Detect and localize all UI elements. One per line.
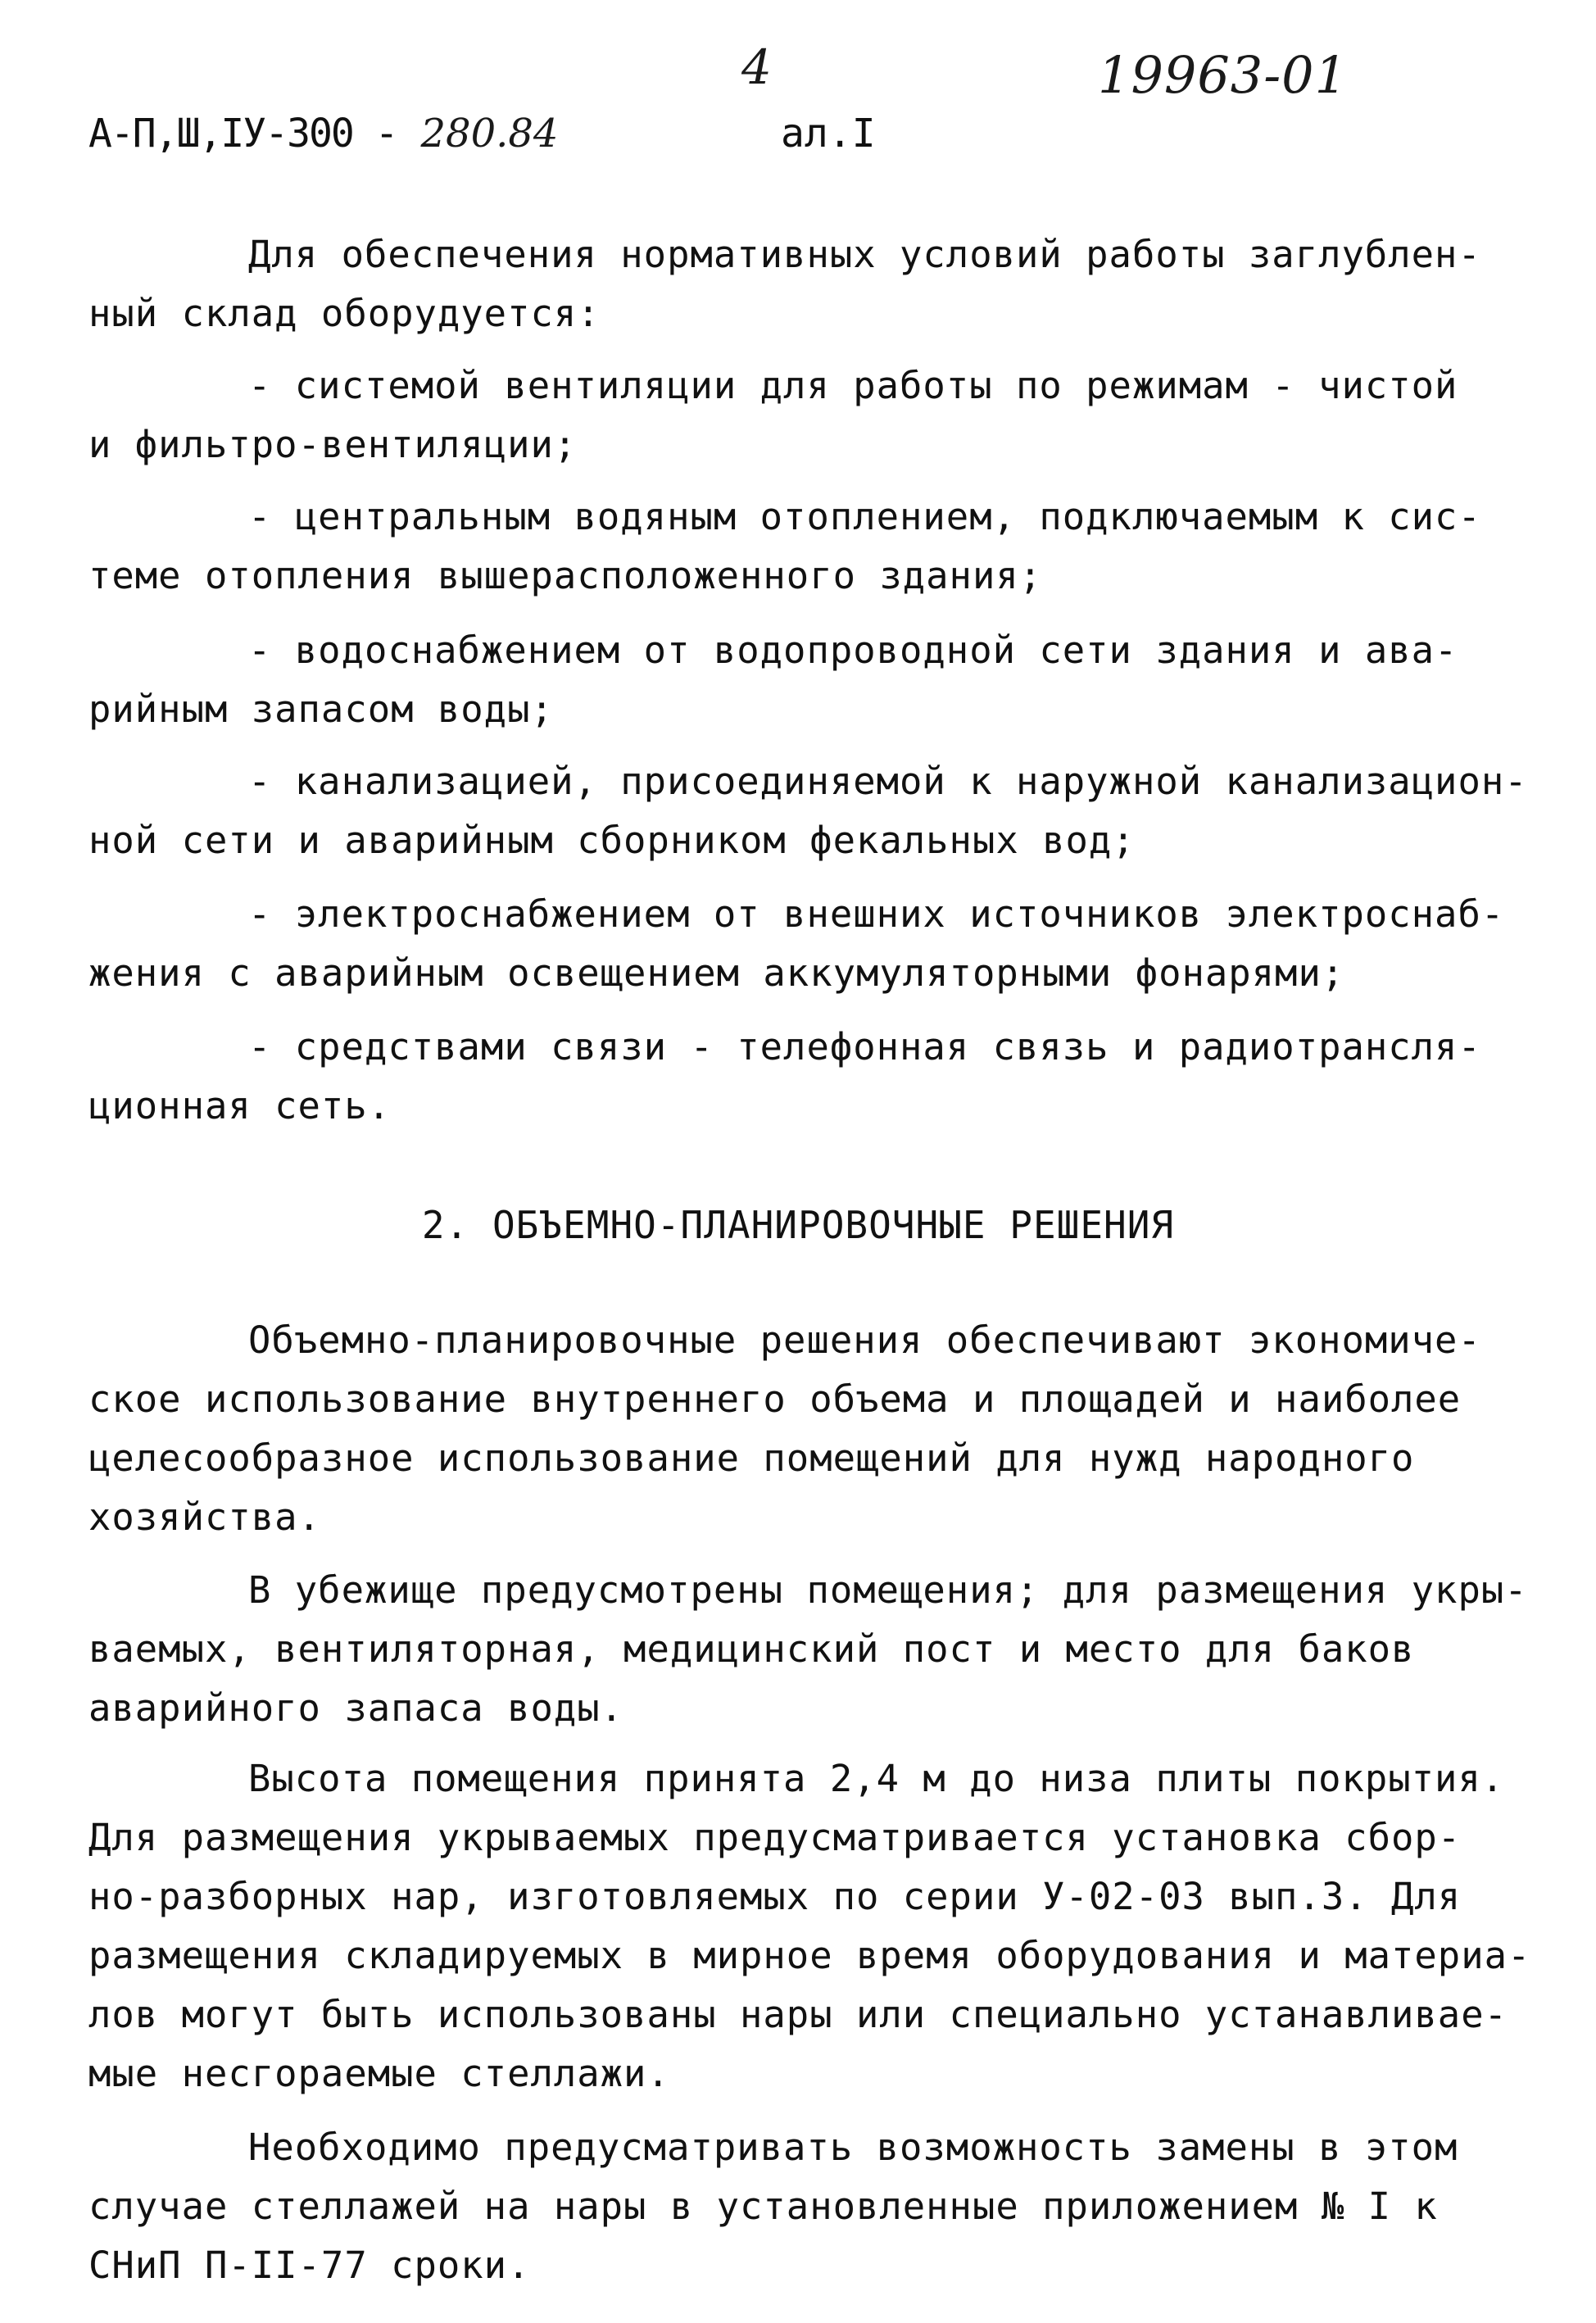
text-line: целесообразное использование помещений для нужд народного [88, 1436, 1415, 1480]
paragraph [88, 2118, 1530, 2295]
intro-paragraph [88, 225, 1530, 343]
text-line: СНиП П-II-77 сроки. [88, 2244, 531, 2287]
text-line: теме отопления вышерасположенного здания; [88, 554, 1043, 597]
text-line: - водоснабжением от водопроводной сети здания и ава- [248, 628, 1458, 672]
list-item [88, 1018, 1530, 1136]
text-line: но-разборных нар, изготовляемых по серии У-02-03 вып.3. Для [88, 1875, 1462, 1918]
text-line: размещения складируемых в мирное время оборудования и материа- [88, 1934, 1531, 1977]
header-code: А-П,Ш,IУ-300 - [88, 111, 397, 157]
handwritten-document-number: 19963-01 [1098, 45, 1349, 105]
paragraph [88, 1561, 1530, 1738]
text-line: аварийного запаса воды. [88, 1686, 624, 1730]
list-item [88, 752, 1530, 870]
text-line: ваемых, вентиляторная, медицинский пост и место для баков [88, 1627, 1415, 1671]
list-item [88, 885, 1530, 1003]
text-line: лов могут быть использованы нары или специально устанавливае- [88, 1993, 1508, 2036]
text-line: Объемно-планировочные решения обеспечивают экономиче- [248, 1318, 1481, 1362]
list-item [88, 621, 1530, 739]
text-line: - центральным водяным отоплением, подключаемым к сис- [248, 495, 1481, 538]
list-item [88, 356, 1530, 474]
section-heading: 2. ОБЪЕМНО-ПЛАНИРОВОЧНЫЕ РЕШЕНИЯ [421, 1203, 1175, 1247]
text-line: В убежище предусмотрены помещения; для размещения укры- [248, 1568, 1528, 1612]
text-line: ционная сеть. [88, 1084, 392, 1127]
document-header [88, 111, 876, 157]
text-line: - электроснабжением от внешних источников электроснаб- [248, 892, 1505, 936]
list-item [88, 488, 1530, 606]
text-line: мые несгораемые стеллажи. [88, 2052, 670, 2095]
text-line: случае стеллажей на нары в установленные приложением № I к [88, 2185, 1438, 2228]
header-sheet: ал.I [781, 111, 876, 157]
text-line: жения с аварийным освещением аккумуляторными фонарями; [88, 951, 1345, 995]
text-line: Необходимо предусматривать возможность замены в этом [248, 2126, 1458, 2169]
text-line: ный склад оборудуется: [88, 292, 601, 335]
text-line: - системой вентиляции для работы по режимам - чистой [248, 364, 1458, 407]
paragraph [88, 1749, 1530, 2103]
text-line: хозяйства. [88, 1495, 321, 1539]
text-line: и фильтро-вентиляции; [88, 423, 578, 466]
text-line: - канализацией, присоединяемой к наружной канализацион- [248, 760, 1528, 803]
text-line: - средствами связи - телефонная связь и радиотрансля- [248, 1025, 1481, 1068]
handwritten-page-number: 4 [741, 39, 772, 95]
text-line: ское использование внутреннего объема и площадей и наиболее [88, 1377, 1462, 1421]
text-line: рийным запасом воды; [88, 687, 554, 731]
handwritten-header-number: 280.84 [420, 111, 559, 157]
text-line: Для обеспечения нормативных условий работы заглублен- [248, 233, 1481, 276]
text-line: ной сети и аварийным сборником фекальных вод; [88, 819, 1136, 862]
text-line: Для размещения укрываемых предусматривается установка сбор- [88, 1816, 1462, 1859]
paragraph [88, 1311, 1530, 1547]
text-line: Высота помещения принята 2,4 м до низа плиты покрытия. [248, 1757, 1505, 1800]
